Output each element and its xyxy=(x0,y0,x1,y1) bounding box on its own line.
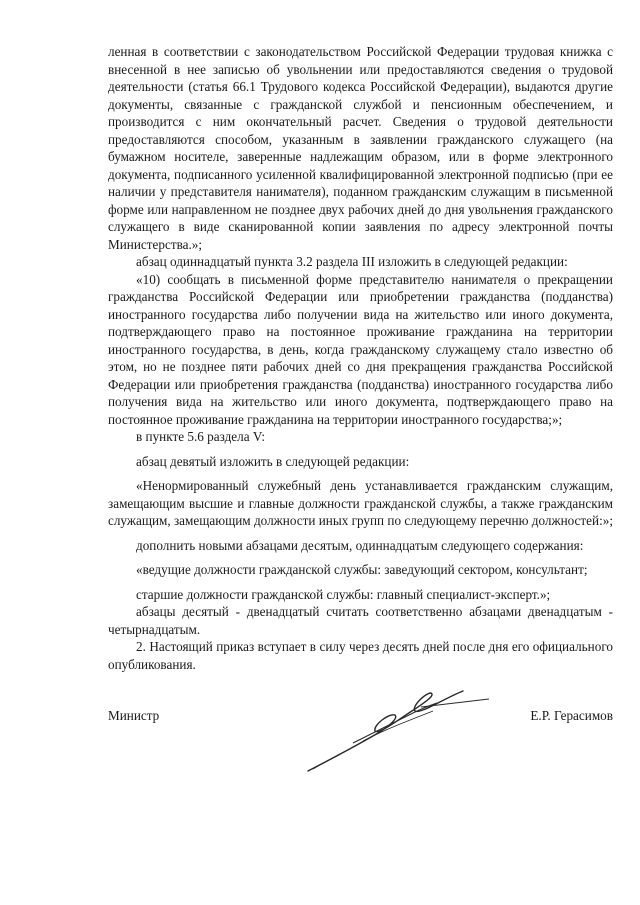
paragraph-section-5-6: в пункте 5.6 раздела V: xyxy=(136,429,266,444)
handwritten-signature xyxy=(303,683,493,778)
signatory-name: Е.Р. Герасимов xyxy=(530,708,613,723)
paragraph-item-10: «10) сообщать в письменной форме представителю нанимателя о прекращении гражданства Российской Федерации или приобретении гражданства (подданства) иностранного государства либо получении вида на жительство или иного документа, подтверждающего право на постоянное проживание гражданина на территории иностранного государства, в день, когда гражданскому служащему стало известно об этом, но не позднее пяти рабочих дней со дня прекращения гражданства Российской Федерации или приобретения гражданства (подданства) иностранного государства либо получения вида на жительство или иного документа, подтверждающего право на постоянное проживание гражданина на территории иностранного государства;»; xyxy=(108,271,613,427)
paragraph-entry-into-force: 2. Настоящий приказ вступает в силу через десять дней после дня его официального опубликования. xyxy=(108,639,613,672)
signature-block xyxy=(108,708,613,788)
paragraph-senior-positions: старшие должности гражданской службы: главный специалист-эксперт.»; xyxy=(136,586,551,602)
paragraph-continuation: ленная в соответствии с законодательством Российской Федерации трудовая книжка с внесенной в нее записью об увольнении или предоставляются сведения о трудовой деятельности (статья 66.1 Трудового кодекса Российской Федерации), выдаются другие документы, связанные с гражданской службой и пенсионным обеспечением, и производится с ним окончательный расчет. Сведения о трудовой деятельности предоставляются способом, указанным в заявлении гражданского служащего (на бумажном носителе, заверенные надлежащим образом, или в форме электронного документа, подписанного усиленной квалифицированной электронной подписью (при ее наличии у представителя нанимателя), поданном гражданским служащим в письменной форме или направленном не позднее двух рабочих дней до дня увольнения гражданского служащего в виде сканированной копии заявления по адресу электронной почты Министерства.»; xyxy=(108,44,613,252)
paragraph-irregular-day: «Ненормированный служебный день устанавливается гражданским служащим, замещающим высшие и главные должности гражданской службы, а также гражданским служащим, замещающим должности иных групп по следующему перечню должностей:»; xyxy=(108,478,613,528)
paragraph-add-new: дополнить новыми абзацами десятым, одиннадцатым следующего содержания: xyxy=(136,537,584,553)
document-body xyxy=(108,43,613,673)
paragraph-leading-positions: «ведущие должности гражданской службы: заведующий сектором, консультант; xyxy=(136,562,588,577)
paragraph-amendment-3-2: абзац одиннадцатый пункта 3.2 раздела III изложить в следующей редакции: xyxy=(136,254,568,269)
paragraph-renumber: абзацы десятый - двенадцатый считать соответственно абзацами двенадцатым - четырнадцатым. xyxy=(108,604,613,637)
paragraph-ninth-abzac: абзац девятый изложить в следующей редакции: xyxy=(136,453,410,469)
signatory-position: Министр xyxy=(108,708,160,723)
